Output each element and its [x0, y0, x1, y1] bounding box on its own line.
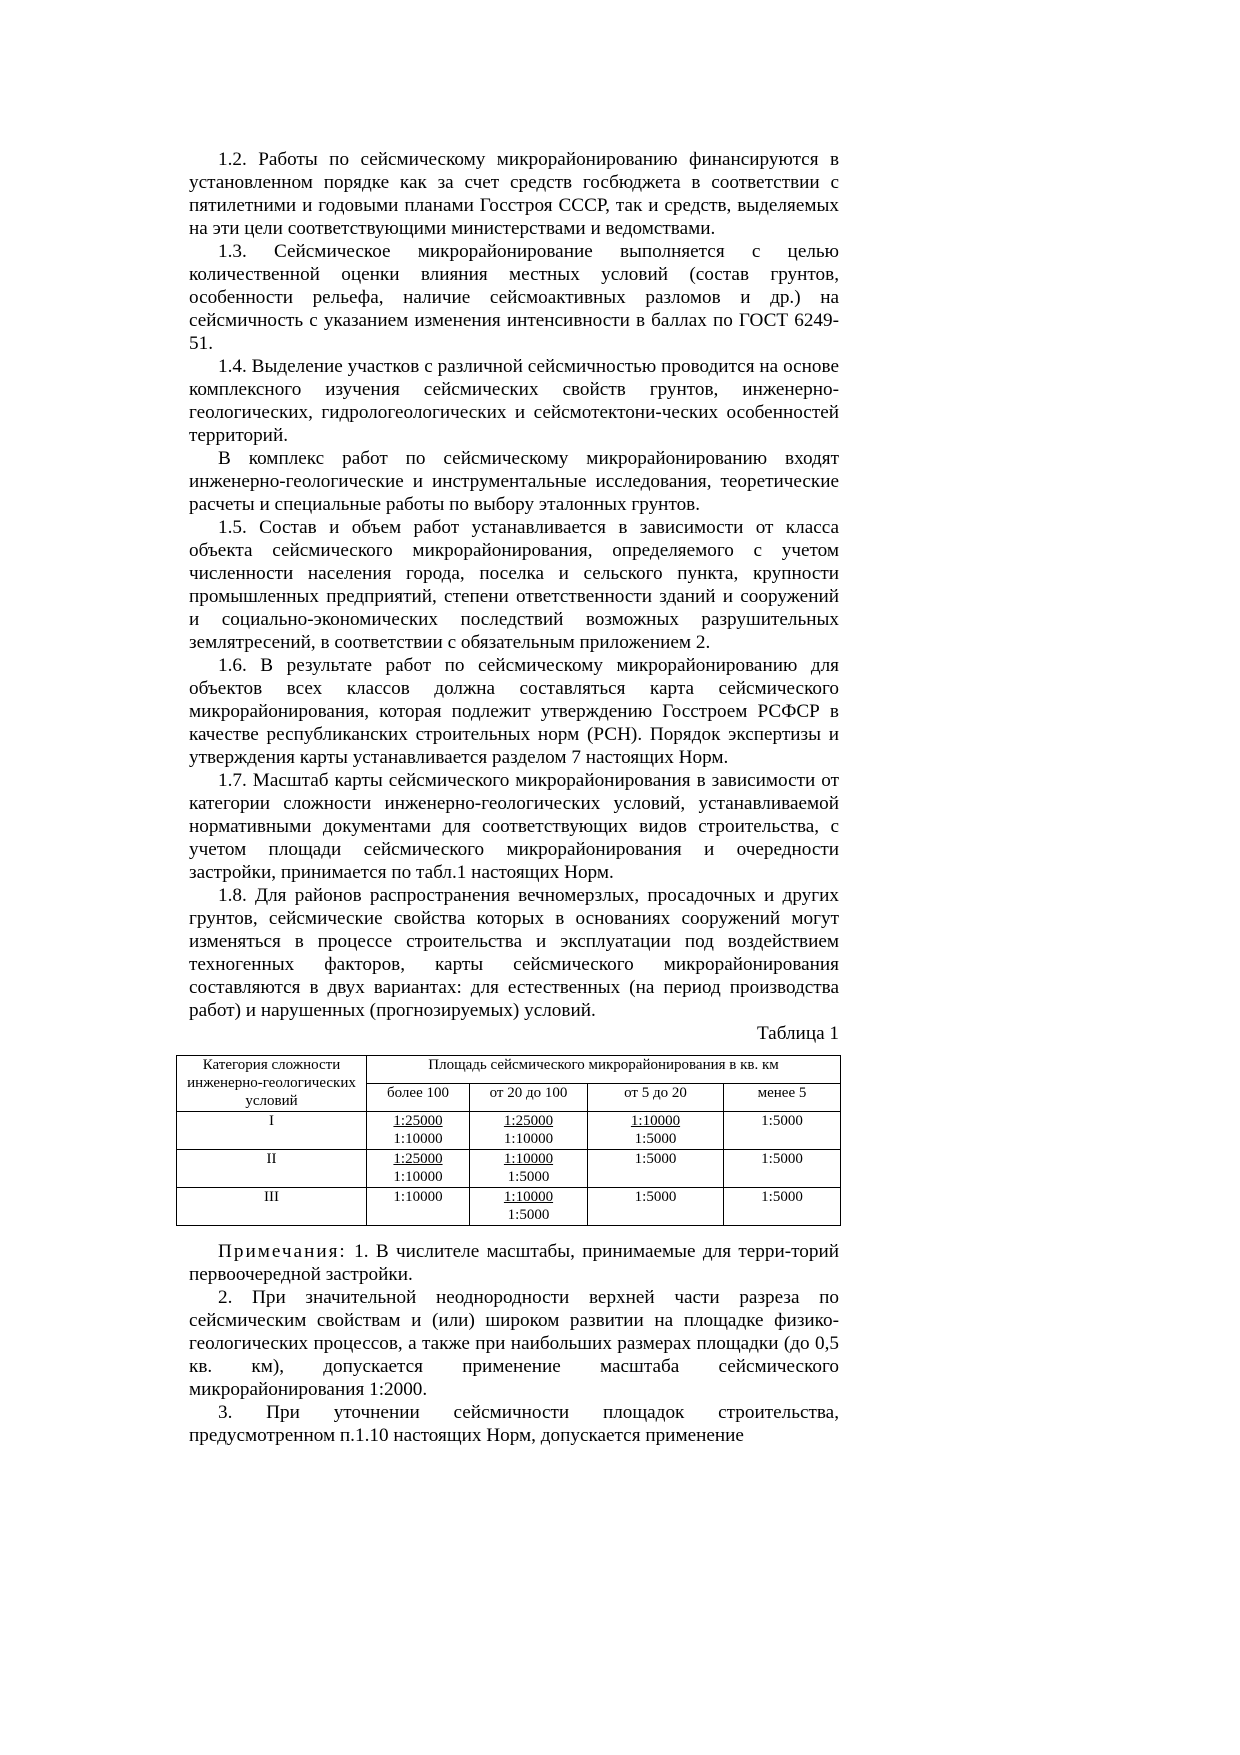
- table-cell: [470, 1150, 588, 1188]
- paragraph-1-5: 1.5. Состав и объем работ устанавливается в зависимости от класса объекта сейсмического микрорайонирования, определяемого с учетом численности населения города, поселка и сельского пункта, крупности промышленных предприятий, степени ответственности зданий и сооружений и социально-экономических последствий возможных разрушительных землятресений, в соответствии с обязательным приложением 2.: [189, 517, 839, 653]
- paragraph-1-3: 1.3. Сейсмическое микрорайонирование выполняется с целью количественной оценки влияния местных условий (состав грунтов, особенности рельефа, наличие сейсмоактивных разломов и др.) на сейсмичность с указанием изменения интенсивности в баллах по ГОСТ 6249-51.: [189, 241, 839, 354]
- note-1-text: 1. В числителе масштабы, принимаемые для терри-торий первоочередной застройки.: [189, 1241, 839, 1285]
- table-row: [177, 1188, 841, 1226]
- scale-value: 1:5000: [761, 1151, 803, 1167]
- row-category: I: [177, 1112, 367, 1150]
- table-header-row: [177, 1056, 841, 1084]
- table-cell: [724, 1188, 841, 1226]
- table-cell: [724, 1112, 841, 1150]
- scale-numerator: 1:25000: [393, 1113, 443, 1129]
- header-area: Площадь сейсмического микрорайонирования в кв. км: [367, 1056, 841, 1084]
- note-2: 2. При значительной неоднородности верхней части разреза по сейсмическим свойствам и (или) широком развитии на площадке физико-геологических процессов, а также при наибольших размерах площадки (до 0,5 кв. км), допускается применение масштаба сейсмического микрорайонирования 1:2000.: [189, 1287, 839, 1400]
- paragraph-1-8: 1.8. Для районов распространения вечномерзлых, просадочных и других грунтов, сейсмические свойства которых в основаниях сооружений могут изменяться в процессе строительства и эксплуатации под воздействием техногенных факторов, карты сейсмического микрорайонирования составляются в двух вариантах: для естественных (на период производства работ) и нарушенных (прогнозируемых) условий.: [189, 885, 839, 1021]
- scale-denominator: 1:5000: [634, 1131, 677, 1147]
- column-header: от 5 до 20: [588, 1084, 724, 1112]
- table-caption: Таблица 1: [756, 1023, 839, 1044]
- scale-numerator: 1:25000: [503, 1113, 554, 1129]
- scale-numerator: 1:10000: [503, 1189, 554, 1205]
- note-3: 3. При уточнении сейсмичности площадок строительства, предусмотренном п.1.10 настоящих Норм, допускается применение: [189, 1402, 839, 1446]
- scale-numerator: 1:10000: [503, 1151, 554, 1167]
- note-1: [189, 1240, 839, 1286]
- paragraph-1-4: 1.4. Выделение участков с различной сейсмичностью проводится на основе комплексного изучения сейсмических свойств грунтов, инженерно-геологических, гидрологеологических и сейсмотектони-ческих особенностей территорий.: [189, 356, 839, 446]
- scale-denominator: 1:10000: [503, 1131, 554, 1147]
- scale-numerator: 1:10000: [630, 1113, 681, 1129]
- scale-table: [176, 1055, 841, 1226]
- scale-value: 1:5000: [634, 1151, 677, 1167]
- paragraph-1-7: 1.7. Масштаб карты сейсмического микрорайонирования в зависимости от категории сложности инженерно-геологических условий, устанавливаемой нормативными документами для соответствующих видов строительства, с учетом площади сейсмического микрорайонирования и очередности застройки, принимается по табл.1 настоящих Норм.: [189, 770, 839, 883]
- row-category: III: [177, 1188, 367, 1226]
- table-cell: [588, 1188, 724, 1226]
- scale-denominator: 1:5000: [507, 1207, 550, 1223]
- table-cell: [588, 1150, 724, 1188]
- scale-value: 1:5000: [761, 1189, 803, 1205]
- paragraph-1-2: 1.2. Работы по сейсмическому микрорайонированию финансируются в установленном порядке как за счет средств госбюджета в соответствии с пятилетними и годовыми планами Госстроя СССР, так и средств, выделяемых на эти цели соответствующими министерствами и ведомствами.: [189, 149, 839, 239]
- table-cell: [367, 1150, 470, 1188]
- paragraph-1-6: 1.6. В результате работ по сейсмическому микрорайонированию для объектов всех классов должна составляться карта сейсмического микрорайонирования, которая подлежит утверждению Госстроем РСФСР в качестве республиканских строительных норм (РСН). Порядок экспертизы и утверждения карты устанавливается разделом 7 настоящих Норм.: [189, 655, 839, 768]
- scale-denominator: 1:10000: [393, 1169, 443, 1185]
- scale-value: 1:10000: [393, 1189, 443, 1205]
- table-cell: [724, 1150, 841, 1188]
- row-category: II: [177, 1150, 367, 1188]
- table-row: [177, 1150, 841, 1188]
- paragraph-1-4-complex: В комплекс работ по сейсмическому микрорайонированию входят инженерно-геологические и инструментальные исследования, теоретические расчеты и специальные работы по выбору эталонных грунтов.: [189, 448, 839, 515]
- scale-numerator: 1:25000: [393, 1151, 443, 1167]
- column-header: более 100: [367, 1084, 470, 1112]
- scale-denominator: 1:5000: [507, 1169, 550, 1185]
- table-cell: [470, 1112, 588, 1150]
- table-row: [177, 1112, 841, 1150]
- table-cell: [367, 1188, 470, 1226]
- column-header: от 20 до 100: [470, 1084, 588, 1112]
- table-cell: [367, 1112, 470, 1150]
- table-cell: [588, 1112, 724, 1150]
- notes-label: Примечания:: [218, 1241, 347, 1262]
- header-category: Категория сложности инженерно-геологических условий: [177, 1056, 367, 1112]
- column-header: менее 5: [724, 1084, 841, 1112]
- scale-denominator: 1:10000: [393, 1131, 443, 1147]
- scale-value: 1:5000: [761, 1113, 803, 1129]
- table-cell: [470, 1188, 588, 1226]
- scale-value: 1:5000: [634, 1189, 677, 1205]
- document-page: [189, 148, 839, 1447]
